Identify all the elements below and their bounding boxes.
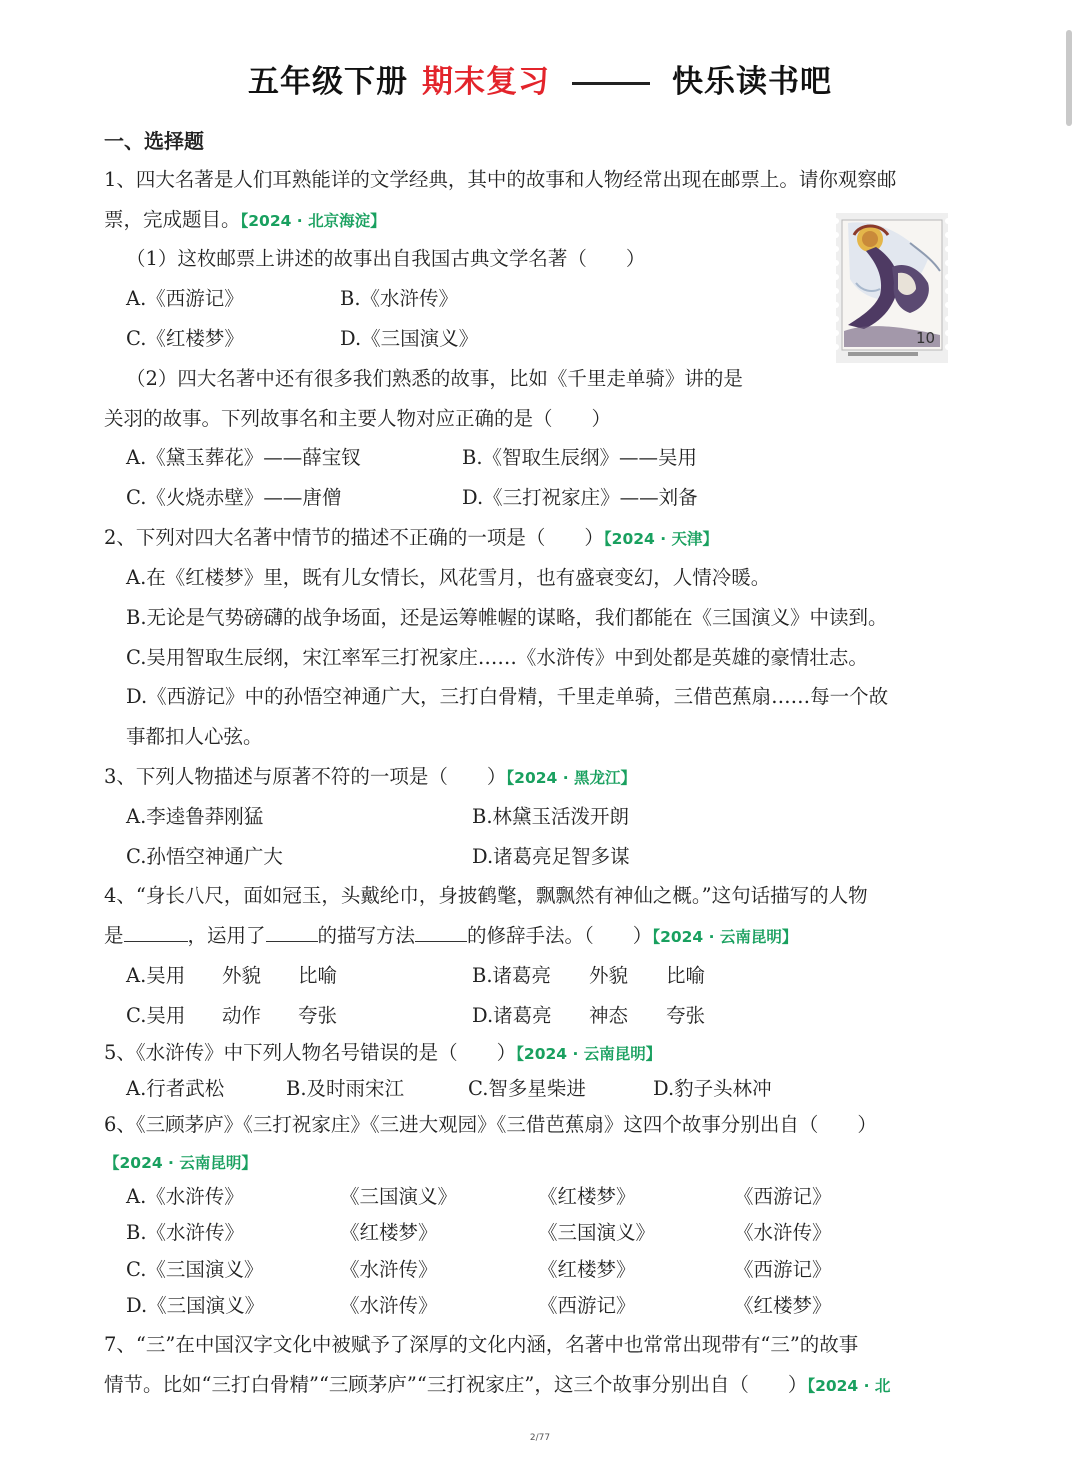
q1-sub1-option-d: D.《三国演义》 bbox=[340, 327, 479, 350]
q4-option-b-method: 外貌 bbox=[589, 964, 629, 987]
q3-option-b: B.林黛玉活泼开朗 bbox=[472, 805, 630, 828]
q1-sub1-option-c: C.《红楼梦》 bbox=[126, 327, 244, 350]
q4-option-b-rhetoric: 比喻 bbox=[666, 964, 706, 987]
q4-source-tag: 【2024 · 云南昆明】 bbox=[652, 928, 798, 946]
q6-row-c-col3: 《红楼梦》 bbox=[538, 1258, 636, 1281]
q2-stem bbox=[104, 525, 718, 552]
q6-row-c-col4: 《西游记》 bbox=[734, 1258, 832, 1281]
q6-row-c-col2: 《水浒传》 bbox=[340, 1258, 438, 1281]
stamp-denomination: 10 bbox=[916, 329, 936, 347]
q6-row-b-col4: 《水浒传》 bbox=[734, 1221, 832, 1244]
q4-option-d-method: 神态 bbox=[589, 1004, 629, 1027]
q5-option-b: B.及时雨宋江 bbox=[286, 1077, 405, 1100]
q1-sub1-option-a: A.《西游记》 bbox=[126, 287, 244, 310]
q4-blank-method[interactable] bbox=[266, 923, 318, 942]
q5-option-d: D.豹子头林冲 bbox=[653, 1077, 772, 1100]
q4-option-d-rhetoric: 夸张 bbox=[666, 1004, 706, 1027]
q3-stem-text: 3、下列人物描述与原著不符的一项是（ ） bbox=[104, 765, 507, 788]
title-topic: 快乐读书吧 bbox=[672, 64, 832, 100]
q1-stem-line1: 1、四大名著是人们耳熟能详的文学经典，其中的故事和人物经常出现在邮票上。请你观察邮 bbox=[104, 168, 897, 191]
scrollbar-track[interactable] bbox=[1066, 20, 1074, 1460]
q3-option-c: C.孙悟空神通广大 bbox=[126, 845, 283, 868]
page-title bbox=[0, 56, 1080, 101]
q1-sub1-stem: （1）这枚邮票上讲述的故事出自我国古典文学名著（ ） bbox=[126, 247, 646, 270]
q7-stem-line2 bbox=[104, 1372, 890, 1399]
q4-option-c-rhetoric: 夸张 bbox=[298, 1004, 338, 1027]
q4-l2-p4: 的修辞手法。（ ） bbox=[467, 924, 653, 947]
q6-row-a-col1: A.《水浒传》 bbox=[126, 1185, 244, 1208]
q1-sub2-option-c: C.《火烧赤壁》——唐僧 bbox=[126, 486, 342, 509]
q1-sub2-option-d: D.《三打祝家庄》——刘备 bbox=[462, 486, 698, 509]
q4-option-b-name: B.诸葛亮 bbox=[472, 964, 552, 987]
q6-row-b-col3: 《三国演义》 bbox=[538, 1221, 656, 1244]
q4-l2-p2: ，运用了 bbox=[187, 924, 266, 947]
q2-source-tag: 【2024 · 天津】 bbox=[603, 530, 718, 548]
q7-stem-line1: 7、“三”在中国汉字文化中被赋予了深厚的文化内涵，名著中也常常出现带有“三”的故事 bbox=[104, 1333, 859, 1356]
q4-option-c-method: 动作 bbox=[222, 1004, 262, 1027]
section-heading: 一、选择题 bbox=[104, 129, 204, 153]
q1-source-tag: 【2024 · 北京海淀】 bbox=[240, 212, 386, 230]
stamp-image bbox=[836, 213, 948, 363]
q4-l2-p3: 的描写方法 bbox=[317, 924, 416, 947]
q4-l2-p1: 是 bbox=[104, 924, 124, 947]
q4-stem-line2 bbox=[104, 923, 797, 950]
q2-option-b: B.无论是气势磅礴的战争场面，还是运筹帷幄的谋略，我们都能在《三国演义》中读到。 bbox=[126, 606, 888, 629]
q1-stem-line2-text: 票，完成题目。 bbox=[104, 208, 241, 231]
q5-stem bbox=[104, 1040, 661, 1067]
q4-option-a-method: 外貌 bbox=[222, 964, 262, 987]
q6-row-d-col3: 《西游记》 bbox=[538, 1294, 636, 1317]
q2-option-c: C.吴用智取生辰纲，宋江率军三打祝家庄……《水浒传》中到处都是英雄的豪情壮志。 bbox=[126, 646, 868, 669]
q3-stem bbox=[104, 764, 636, 791]
q2-option-a: A.在《红楼梦》里，既有儿女情长，风花雪月，也有盛衰变幻，人情冷暖。 bbox=[126, 566, 771, 589]
q2-stem-text: 2、下列对四大名著中情节的描述不正确的一项是（ ） bbox=[104, 526, 604, 549]
q5-option-a: A.行者武松 bbox=[126, 1077, 225, 1100]
q6-row-a-col2: 《三国演义》 bbox=[340, 1185, 458, 1208]
q2-option-d-line1: D.《西游记》中的孙悟空神通广大，三打白骨精，千里走单骑，三借芭蕉扇……每一个故 bbox=[126, 685, 889, 708]
q3-option-d: D.诸葛亮足智多谋 bbox=[472, 845, 630, 868]
q1-sub2-stem-line1: （2）四大名著中还有很多我们熟悉的故事，比如《千里走单骑》讲的是 bbox=[126, 367, 743, 390]
q4-option-d-name: D.诸葛亮 bbox=[472, 1004, 552, 1027]
q3-source-tag: 【2024 · 黑龙江】 bbox=[506, 769, 636, 787]
q4-stem-line1: 4、“身长八尺，面如冠玉，头戴纶巾，身披鹤氅，飘飘然有神仙之概。”这句话描写的人物 bbox=[104, 884, 868, 907]
page-number: 2/77 bbox=[529, 1433, 551, 1443]
q4-option-c-name: C.吴用 bbox=[126, 1004, 186, 1027]
q4-option-a-rhetoric: 比喻 bbox=[298, 964, 338, 987]
q6-row-b-col1: B.《水浒传》 bbox=[126, 1221, 245, 1244]
q6-row-d-col2: 《水浒传》 bbox=[340, 1294, 438, 1317]
title-review: 期末复习 bbox=[422, 64, 550, 100]
title-grade: 五年级下册 bbox=[248, 64, 408, 100]
q5-source-tag: 【2024 · 云南昆明】 bbox=[516, 1045, 662, 1063]
q1-stem-line2 bbox=[104, 207, 386, 234]
q4-blank-rhetoric[interactable] bbox=[415, 923, 467, 942]
q6-source-tag: 【2024 · 云南昆明】 bbox=[104, 1154, 257, 1172]
q6-row-a-col3: 《红楼梦》 bbox=[538, 1185, 636, 1208]
q6-row-d-col1: D.《三国演义》 bbox=[126, 1294, 265, 1317]
q1-sub2-option-b: B.《智取生辰纲》——吴用 bbox=[462, 446, 698, 469]
q1-sub2-option-a: A.《黛玉葬花》——薛宝钗 bbox=[126, 446, 361, 469]
q4-option-a-name: A.吴用 bbox=[126, 964, 186, 987]
q5-stem-text: 5、《水浒传》中下列人物名号错误的是（ ） bbox=[104, 1041, 517, 1064]
title-dash bbox=[572, 82, 650, 85]
q6-row-d-col4: 《红楼梦》 bbox=[734, 1294, 832, 1317]
q4-blank-person[interactable] bbox=[124, 923, 188, 942]
q6-row-b-col2: 《红楼梦》 bbox=[340, 1221, 438, 1244]
q1-sub1-option-b: B.《水浒传》 bbox=[340, 287, 459, 310]
stamp-illustration bbox=[836, 213, 948, 363]
q7-stem-line2-text: 情节。比如“三打白骨精”“三顾茅庐”“三打祝家庄”，这三个故事分别出自（ ） bbox=[104, 1373, 808, 1396]
q6-stem: 6、《三顾茅庐》《三打祝家庄》《三进大观园》《三借芭蕉扇》这四个故事分别出自（ ） bbox=[104, 1113, 877, 1136]
q5-option-c: C.智多星柴进 bbox=[468, 1077, 586, 1100]
q6-row-c-col1: C.《三国演义》 bbox=[126, 1258, 264, 1281]
q3-option-a: A.李逵鲁莽刚猛 bbox=[126, 805, 264, 828]
q1-sub2-stem-line2: 关羽的故事。下列故事名和主要人物对应正确的是（ ） bbox=[104, 407, 612, 430]
q7-source-tag: 【2024 · 北 bbox=[807, 1377, 891, 1395]
q6-row-a-col4: 《西游记》 bbox=[734, 1185, 832, 1208]
q2-option-d-line2: 事都扣人心弦。 bbox=[126, 725, 263, 748]
